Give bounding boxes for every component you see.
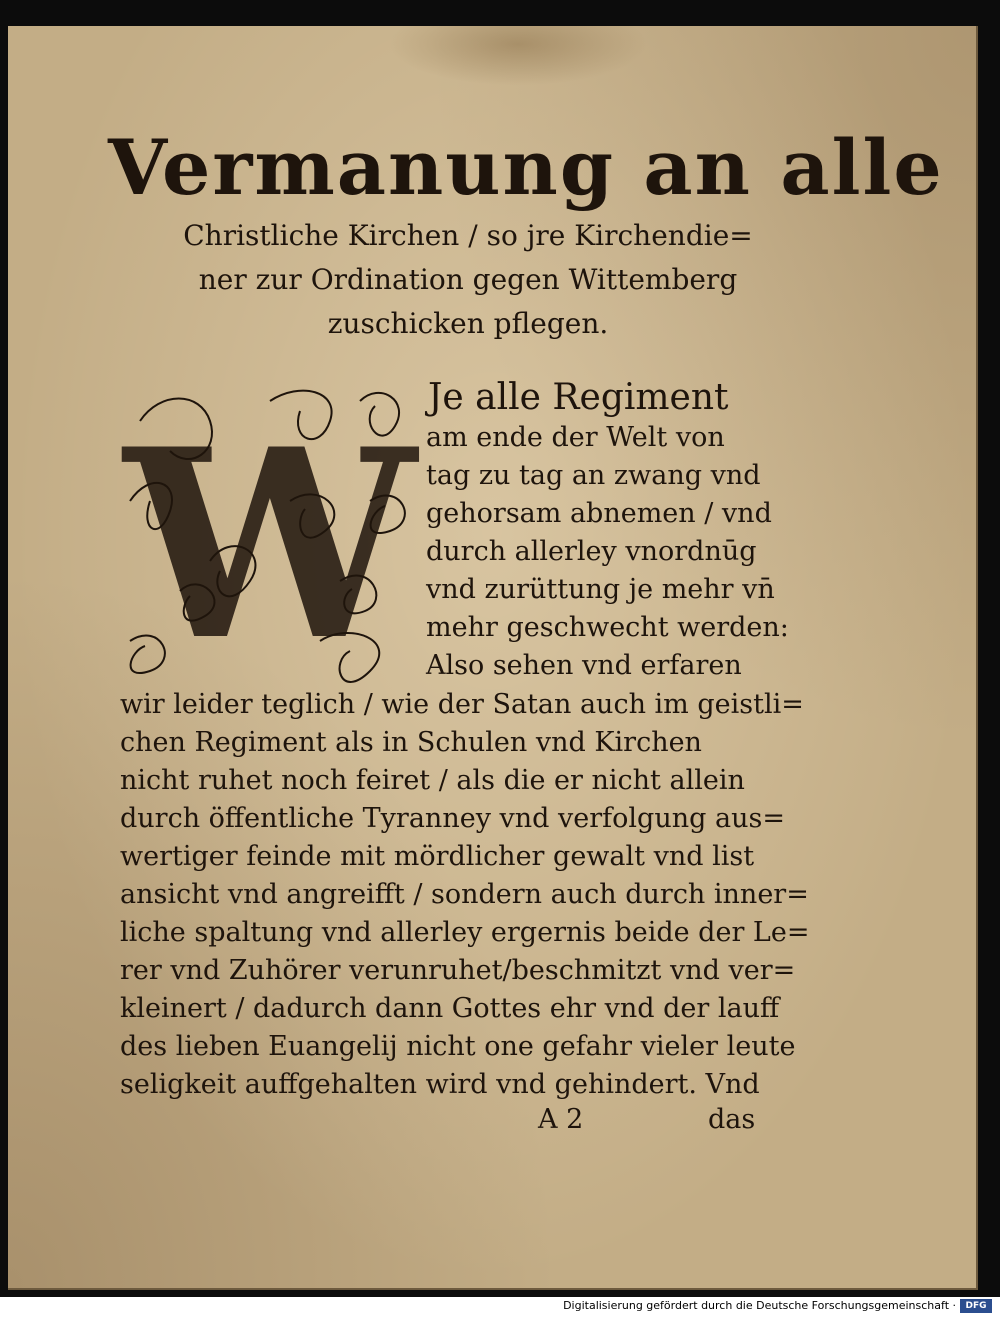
text-line: tag zu tag an zwang vnd (426, 460, 761, 491)
signature-mark: A 2 (538, 1104, 584, 1135)
text-line: kleinert / dadurch dann Gottes ehr vnd der lauff (120, 993, 780, 1024)
footer-credit: Digitalisierung gefördert durch die Deutsche Forschungsgemeinschaft · (563, 1299, 956, 1312)
decorated-initial-w (120, 381, 420, 686)
dfg-logo-icon: DFG (960, 1299, 992, 1313)
text-line: chen Regiment als in Schulen vnd Kirchen (120, 727, 702, 758)
subtitle-line: zuschicken pflegen. (327, 307, 609, 340)
subtitle-line: Christliche Kirchen / so jre Kirchendie= (183, 219, 753, 252)
text-line: des lieben Euangelij nicht one gefahr vieler leute (120, 1031, 796, 1062)
text-line: liche spaltung vnd allerley ergernis beide der Le= (120, 917, 810, 948)
text-line: rer vnd Zuhörer verunruhet/beschmitzt vnd ver= (120, 955, 796, 986)
text-line: Je alle Regiment (428, 377, 729, 418)
text-line: wertiger feinde mit mördlicher gewalt vnd list (120, 841, 755, 872)
text-line: seligkeit auffgehalten wird vnd gehindert. Vnd (120, 1069, 760, 1100)
subtitle-line: ner zur Ordination gegen Wittemberg (198, 263, 738, 296)
book-page (8, 26, 978, 1290)
text-line: Also sehen vnd erfaren (426, 650, 742, 681)
text-line: ansicht vnd angreifft / sondern auch durch inner= (120, 879, 809, 910)
text-line: vnd zurüttung je mehr vn̄ (426, 574, 775, 605)
footer-bar (0, 1297, 1000, 1317)
initial-letter: W (124, 393, 416, 686)
text-line: durch öffentliche Tyranney vnd verfolgung aus= (120, 803, 785, 834)
text-line: durch allerley vnordnūg (426, 536, 757, 567)
text-line: mehr geschwecht werden: (426, 612, 789, 643)
text-line: am ende der Welt von (426, 422, 725, 453)
page-subtitle (68, 214, 868, 346)
text-line: gehorsam abnemen / vnd (426, 498, 772, 529)
text-line: wir leider teglich / wie der Satan auch im geistli= (120, 689, 804, 720)
decorated-initial-graphic (120, 381, 420, 686)
text-line: nicht ruhet noch feiret / als die er nicht allein (120, 765, 745, 796)
page-title: Vermanung an alle (108, 123, 944, 212)
paper-stain (388, 26, 648, 86)
catchword: das (708, 1104, 756, 1135)
